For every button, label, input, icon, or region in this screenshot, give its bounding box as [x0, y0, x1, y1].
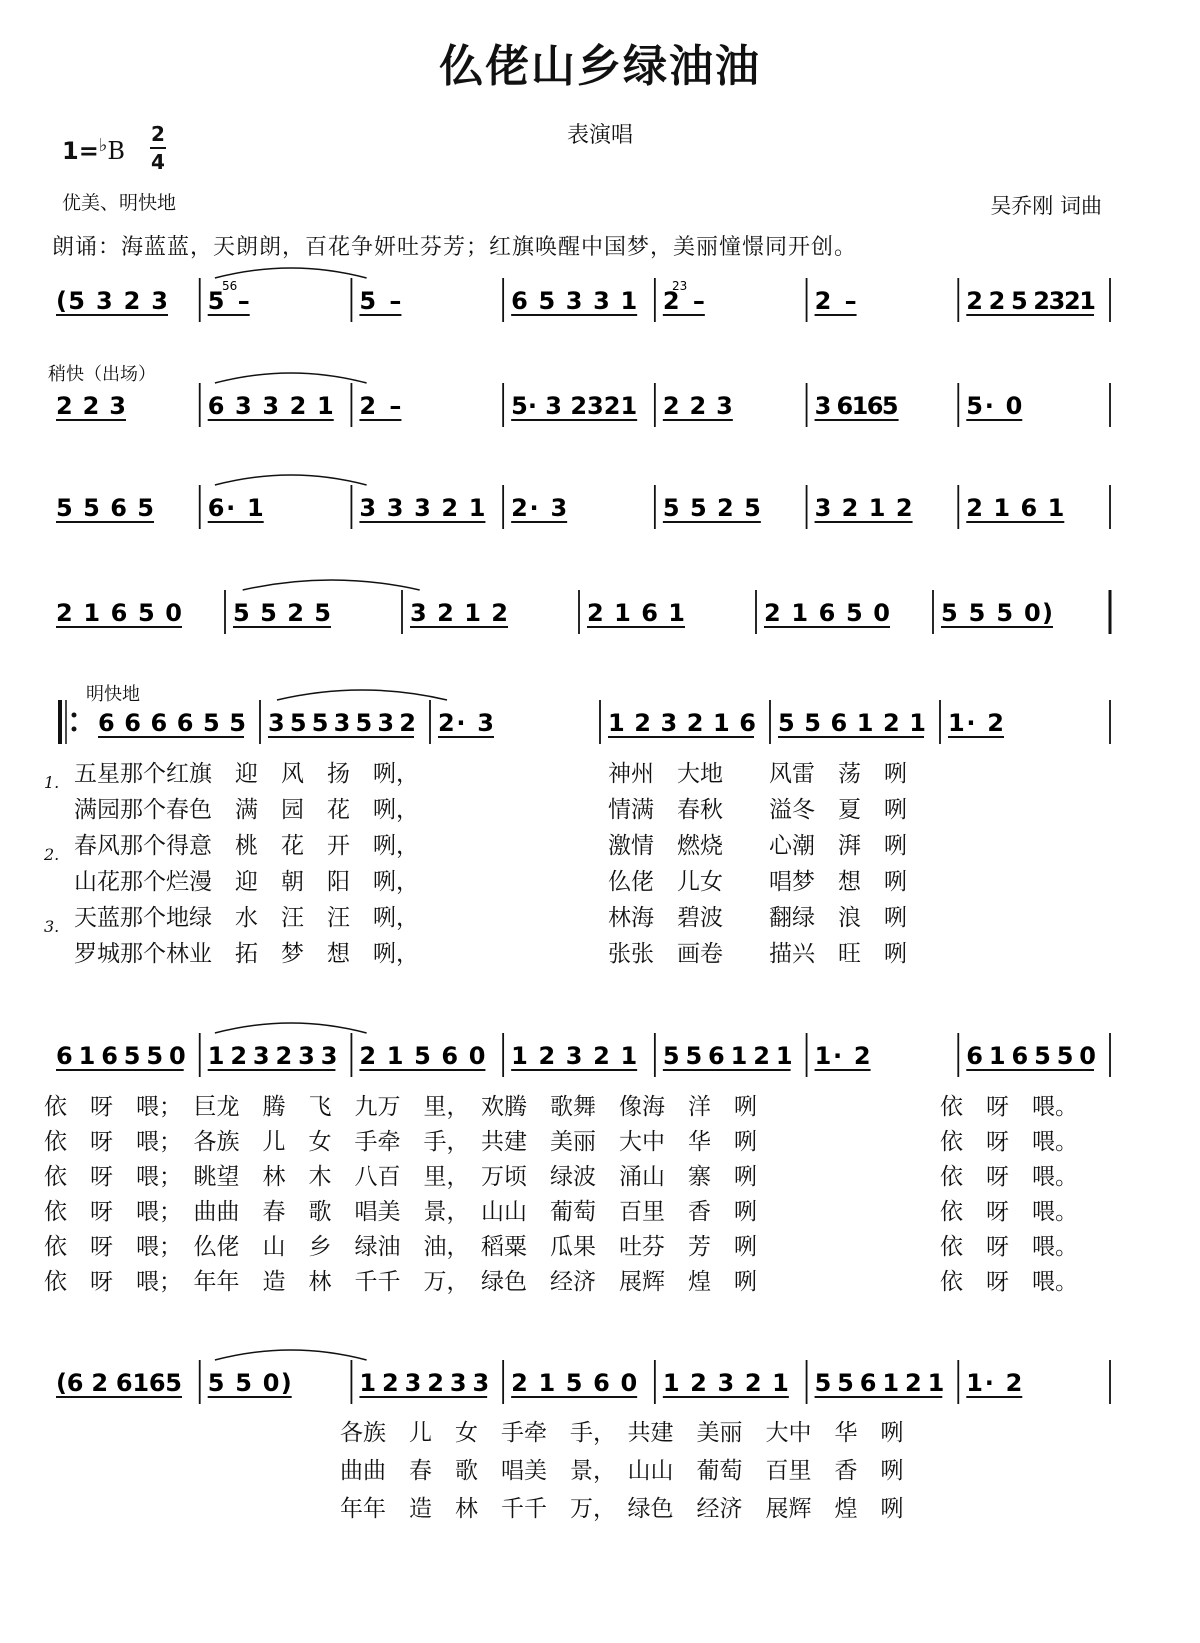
- lyric-line-right: 依 呀 喂。: [940, 1234, 1078, 1260]
- lyric-line: 天蓝那个地绿 水 汪 汪 咧，: [74, 905, 419, 931]
- measure-notes: 1· 2: [966, 1369, 1023, 1397]
- lyric-line-right: 依 呀 喂。: [940, 1164, 1078, 1190]
- verse-number: 3.: [44, 917, 60, 936]
- repeat-dot: [72, 727, 77, 732]
- lyric-line: 山花那个烂漫 迎 朝 阳 咧，: [74, 869, 419, 895]
- measure-notes: 3 6165: [814, 392, 899, 420]
- lyric-line: 五星那个红旗 迎 风 扬 咧，: [74, 761, 419, 787]
- tempo-marking: 优美、明快地: [62, 192, 177, 214]
- measure-notes: 6· 1: [207, 494, 264, 522]
- measure-notes: 2 2 3: [662, 392, 733, 420]
- tie-arc: [277, 690, 447, 700]
- measure-notes: 5 –: [359, 287, 402, 315]
- measure-notes: 1 2 3 2 1: [511, 1042, 638, 1070]
- measure-notes: 2 1 6 5 0: [764, 599, 890, 627]
- measure-notes: 2 –: [662, 287, 705, 315]
- lyric-line: 依 呀 喂； 各族 儿 女 手牵 手， 共建 美丽 大中 华 咧: [44, 1129, 757, 1155]
- measure-notes: 6 6 6 6 5 5: [98, 709, 246, 737]
- lyric-line: 依 呀 喂； 曲曲 春 歌 唱美 景， 山山 葡萄 百里 香 咧: [44, 1199, 757, 1225]
- grace-note: 56: [222, 279, 238, 293]
- verse-number: 2.: [44, 845, 60, 864]
- measure-notes: 2 2 3: [56, 392, 126, 420]
- lyric-line-right: 依 呀 喂。: [940, 1199, 1078, 1225]
- lyric-line-right: 激情 燃烧 心潮 湃 咧: [608, 833, 907, 859]
- measure-notes: 1 2 3 2 1: [662, 1369, 789, 1397]
- lyric-line-right: 张张 画卷 描兴 旺 咧: [608, 941, 907, 967]
- lyric-line: 罗城那个林业 拓 梦 想 咧，: [74, 941, 419, 967]
- measure-notes: 3 2 1 2: [410, 599, 508, 627]
- lyric-line: 依 呀 喂； 仫佬 山 乡 绿油 油， 稻粟 瓜果 吐芬 芳 咧: [44, 1234, 757, 1260]
- measure-notes: 1· 2: [948, 709, 1004, 737]
- measure-notes: 3 2 1 2: [814, 494, 913, 522]
- measure-notes: 2 1 6 1: [966, 494, 1065, 522]
- measure-notes: 2 1 5 6 0: [359, 1042, 486, 1070]
- key-letter: B: [107, 137, 125, 165]
- tie-arc: [215, 1023, 367, 1033]
- lyric-line-right: 林海 碧波 翻绿 浪 咧: [608, 905, 907, 931]
- measure-notes: 5 5 6 1 2 1: [814, 1369, 945, 1397]
- lyric-line-right: 依 呀 喂。: [940, 1129, 1078, 1155]
- measure-notes: 1 2 3 2 3 3: [207, 1042, 338, 1070]
- tie-arc: [243, 580, 420, 590]
- measure-notes: 5 5 6 1 2 1: [778, 709, 926, 737]
- lyric-line: 曲曲 春 歌 唱美 景， 山山 葡萄 百里 香 咧: [340, 1458, 904, 1484]
- measure-notes: 2 1 6 5 0: [56, 599, 182, 627]
- lyric-line: 春风那个得意 桃 花 开 咧，: [74, 833, 419, 859]
- measure-notes: 3 5 5 3 5 3 2: [268, 709, 416, 737]
- measure-notes: 5 5 5 0): [941, 599, 1053, 627]
- lyric-line-right: 情满 春秋 溢冬 夏 咧: [608, 797, 907, 823]
- lyric-line-right: 仫佬 儿女 唱梦 想 咧: [608, 869, 907, 895]
- lyric-line-right: 依 呀 喂。: [940, 1094, 1078, 1120]
- measure-notes: 5 5 6 5: [56, 494, 154, 522]
- measure-notes: 3 3 3 2 1: [359, 494, 486, 522]
- tie-arc: [215, 475, 367, 485]
- measure-notes: 2 1 5 6 0: [511, 1369, 638, 1397]
- grace-note: 23: [672, 279, 688, 293]
- measure-notes: 2· 3: [438, 709, 494, 737]
- time-bottom: 4: [151, 150, 165, 174]
- repeat-dot: [72, 713, 77, 718]
- measure-notes: 5 5 6 1 2 1: [662, 1042, 793, 1070]
- measure-notes: 6 3 3 2 1: [207, 392, 334, 420]
- measure-notes: 1· 2: [814, 1042, 871, 1070]
- measure-notes: 6 1 6 5 5 0: [56, 1042, 186, 1070]
- measure-notes: 5· 3 2321: [511, 392, 638, 420]
- composer-credit: 吴乔刚 词曲: [990, 194, 1102, 218]
- measure-notes: 2· 3: [511, 494, 568, 522]
- measure-notes: 2 2 5 2321: [966, 287, 1096, 315]
- lyric-line: 年年 造 林 千千 万， 绿色 经济 展辉 煌 咧: [340, 1496, 904, 1522]
- measure-notes: 5 –: [207, 287, 250, 315]
- measure-notes: 5 5 2 5: [233, 599, 331, 627]
- lyric-line: 依 呀 喂； 眺望 林 木 八百 里， 万顷 绿波 涌山 寨 咧: [44, 1164, 757, 1190]
- measure-notes: 2 –: [814, 287, 857, 315]
- measure-notes: 2 1 6 1: [587, 599, 685, 627]
- measure-notes: 5 5 0): [207, 1369, 292, 1397]
- measure-notes: 6 5 3 3 1: [511, 287, 638, 315]
- recitation-text: 朗诵：海蓝蓝，天朗朗，百花争妍吐芬芳；红旗唤醒中国梦，美丽憧憬同开创。: [52, 235, 858, 260]
- lyric-line-right: 依 呀 喂。: [940, 1269, 1078, 1295]
- measure-notes: 2 –: [359, 392, 402, 420]
- tie-arc: [215, 268, 367, 278]
- flat-sign: ♭: [98, 135, 108, 156]
- lyric-line-right: 神州 大地 风雷 荡 咧: [608, 761, 907, 787]
- measure-notes: (5 3 2 3: [56, 287, 168, 315]
- lyric-line: 依 呀 喂； 年年 造 林 千千 万， 绿色 经济 展辉 煌 咧: [44, 1269, 757, 1295]
- measure-notes: 1 2 3 2 3 3: [359, 1369, 490, 1397]
- verse-number: 1.: [44, 773, 60, 792]
- measure-notes: 6 1 6 5 5 0: [966, 1042, 1096, 1070]
- key-prefix: 1=: [62, 137, 99, 165]
- song-subtitle: 表演唱: [566, 123, 633, 148]
- marker-faster-entrance: 稍快（出场）: [48, 364, 156, 385]
- measure-notes: 1 2 3 2 1 6: [608, 709, 756, 737]
- lyric-line: 满园那个春色 满 园 花 咧，: [74, 797, 419, 823]
- measure-notes: (6 2 6165: [56, 1369, 182, 1397]
- song-title: 仫佬山乡绿油油: [439, 41, 761, 92]
- time-top: 2: [151, 122, 165, 146]
- tie-arc: [215, 1350, 367, 1360]
- marker-bright: 明快地: [86, 684, 140, 705]
- measure-notes: 5 5 2 5: [662, 494, 761, 522]
- lyric-line: 各族 儿 女 手牵 手， 共建 美丽 大中 华 咧: [340, 1420, 904, 1446]
- lyric-line: 依 呀 喂； 巨龙 腾 飞 九万 里， 欢腾 歌舞 像海 洋 咧: [44, 1094, 757, 1120]
- tie-arc: [215, 373, 367, 383]
- measure-notes: 5· 0: [966, 392, 1023, 420]
